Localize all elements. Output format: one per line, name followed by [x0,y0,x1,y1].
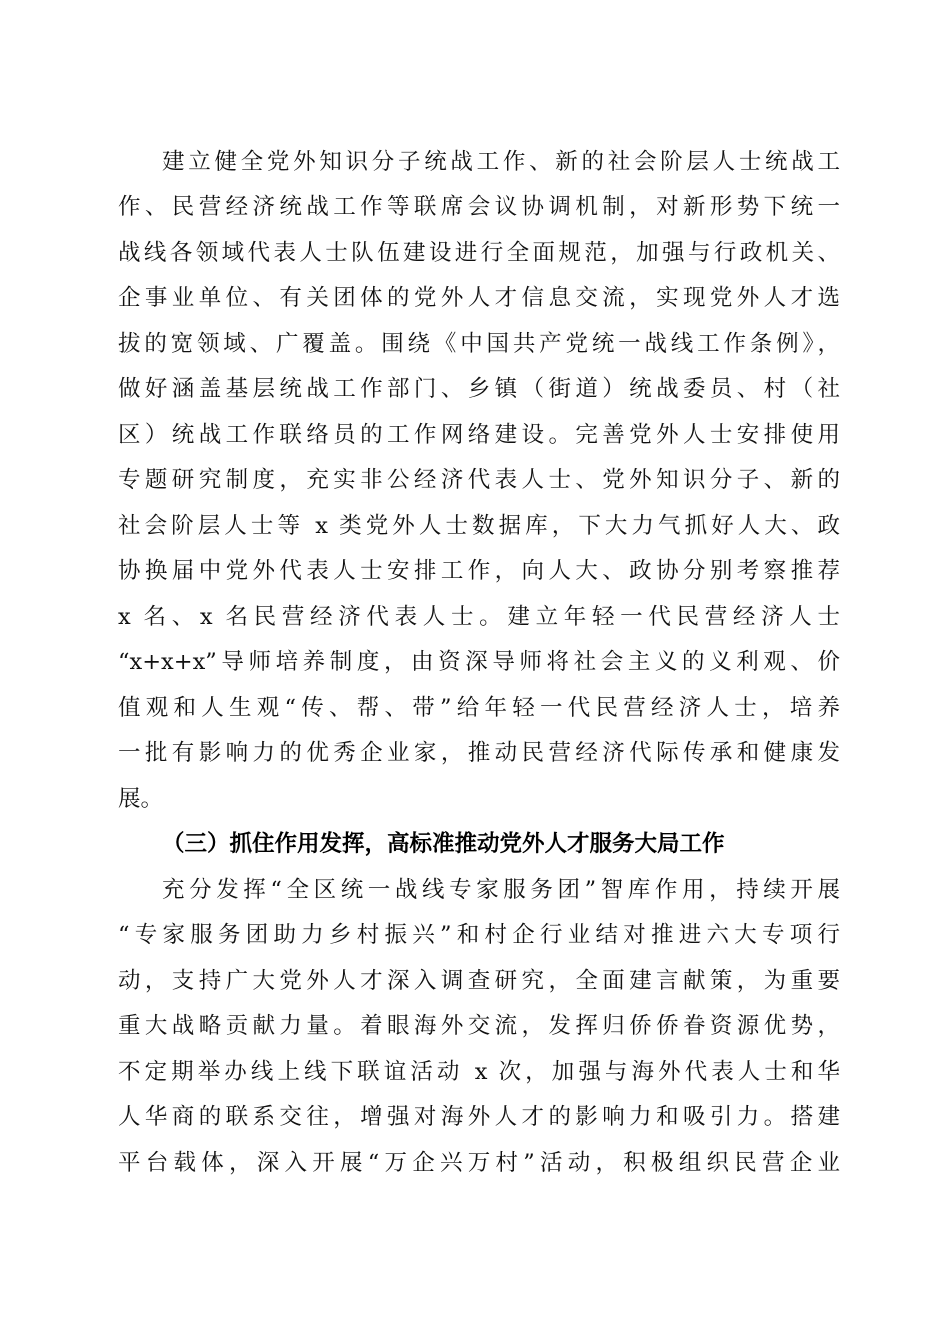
paragraph-1-line-7: 区）统战工作联络员的工作网络建设。完善党外人士安排使用 [118,422,840,448]
paragraph-1-line-6: 做好涵盖基层统战工作部门、乡镇（街道）统战委员、村（社 [118,376,840,402]
paragraph-1-line-3: 战线各领域代表人士队伍建设进行全面规范，加强与行政机关、 [118,240,840,266]
paragraph-1-line-1: 建立健全党外知识分子统战工作、新的社会阶层人士统战工 [162,149,840,175]
paragraph-2-line-6: 人华商的联系交往，增强对海外人才的影响力和吸引力。搭建 [118,1104,840,1130]
paragraph-1-line-11: x 名、x 名民营经济代表人士。建立年轻一代民营经济人士 [118,604,840,630]
paragraph-1-line-14: 一批有影响力的优秀企业家，推动民营经济代际传承和健康发 [118,740,840,766]
paragraph-2-line-1: 充分发挥“全区统一战线专家服务团”智库作用，持续开展 [162,877,840,903]
paragraph-1-line-8: 专题研究制度，充实非公经济代表人士、党外知识分子、新的 [118,467,840,493]
paragraph-1-line-5: 拔的宽领域、广覆盖。围绕《中国共产党统一战线工作条例》， [118,331,840,357]
paragraph-2-line-4: 重大战略贡献力量。着眼海外交流，发挥归侨侨眷资源优势， [118,1013,840,1039]
paragraph-1-line-12: “x+x+x”导师培养制度，由资深导师将社会主义的义利观、价 [118,649,840,675]
paragraph-1-line-10: 协换届中党外代表人士安排工作，向人大、政协分别考察推荐 [118,558,840,584]
paragraph-2-line-2: “专家服务团助力乡村振兴”和村企行业结对推进六大专项行 [118,922,840,948]
section-heading-3: （三）抓住作用发挥，高标准推动党外人才服务大局工作 [162,831,725,857]
paragraph-1-line-15: 展。 [118,786,164,812]
paragraph-1-line-13: 值观和人生观“传、帮、带”给年轻一代民营经济人士，培养 [118,695,840,721]
paragraph-1-line-4: 企事业单位、有关团体的党外人才信息交流，实现党外人才选 [118,285,840,311]
paragraph-2-line-5: 不定期举办线上线下联谊活动 x 次，加强与海外代表人士和华 [118,1059,840,1085]
paragraph-1-line-2: 作、民营经济统战工作等联席会议协调机制，对新形势下统一 [118,194,840,220]
paragraph-2-line-3: 动，支持广大党外人才深入调查研究，全面建言献策，为重要 [118,968,840,994]
paragraph-2-line-7: 平台载体，深入开展“万企兴万村”活动，积极组织民营企业 [118,1150,840,1176]
paragraph-1-line-9: 社会阶层人士等 x 类党外人士数据库，下大力气抓好人大、政 [118,513,840,539]
